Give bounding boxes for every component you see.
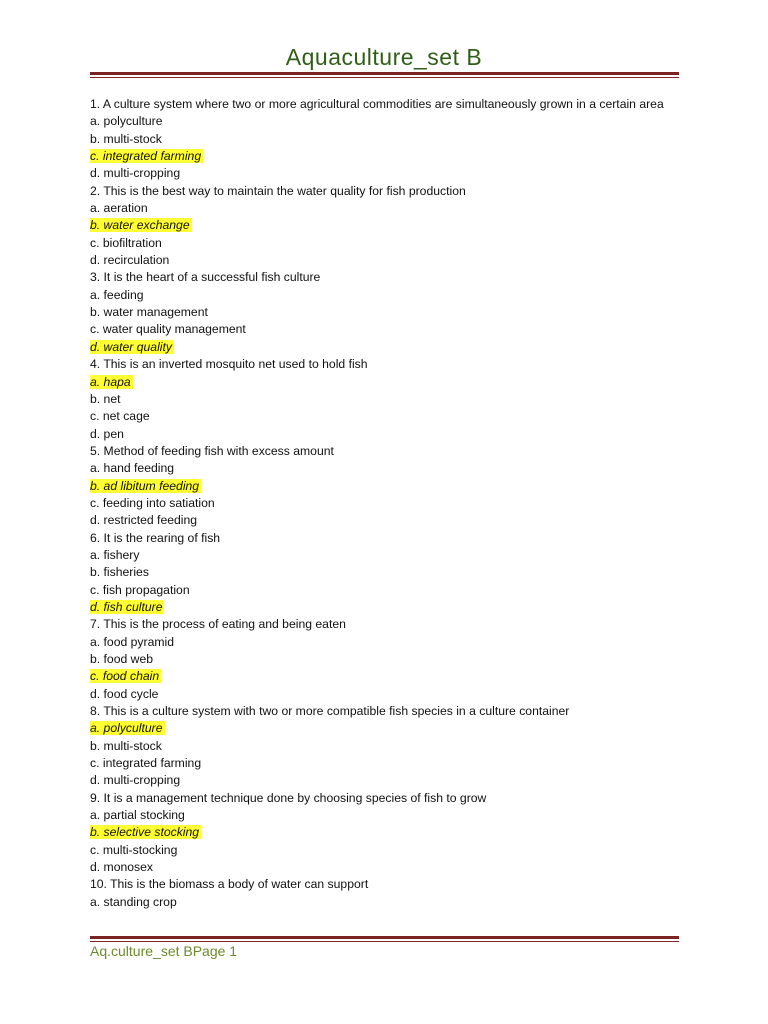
option-line [90,113,679,130]
option-line [90,859,679,876]
option-line [90,217,679,234]
question-text: 7. This is the process of eating and being eaten [90,617,346,632]
option-text: c. biofiltration [90,235,162,250]
option-text: b. food web [90,652,154,666]
option-text: c. feeding into satiation [90,495,215,510]
highlighted-answer: d. water quality [90,339,172,354]
option-line [90,165,679,182]
question-text: 2. This is the best way to maintain the water quality for fish production [90,183,466,198]
header-divider [90,72,679,78]
option-line [90,772,679,789]
option-line [90,634,679,651]
option-line [90,374,679,391]
option-line [90,478,679,495]
option-text: a. food pyramid [90,634,175,649]
option-line [90,894,679,911]
option-text: c. multi-stocking [90,842,178,857]
option-text: c. water quality management [90,322,246,337]
option-text: b. multi-stock [90,738,162,753]
highlighted-answer: c. food chain [90,669,160,684]
option-line [90,668,679,685]
question-text: 9. It is a management technique done by choosing species of fish to grow [90,790,487,805]
option-text: b. net [90,391,121,406]
footer-divider [90,936,679,942]
option-line [90,148,679,165]
option-line [90,547,679,564]
option-line [90,391,679,408]
option-text: a. fishery [90,547,140,562]
question-list [90,96,679,911]
option-line [90,512,679,529]
option-line [90,287,679,304]
option-text: d. recirculation [90,253,170,268]
option-line [90,339,679,356]
option-text: a. feeding [90,287,144,302]
highlighted-answer: a. polyculture [90,721,163,736]
option-line [90,460,679,477]
highlighted-answer: b. water exchange [90,218,190,233]
question-text: 1. A culture system where two or more agricultural commodities are simultaneously grown in a certain area [90,97,664,111]
option-text: a. polyculture [90,114,163,129]
page-title: Aquaculture_set B [285,44,483,70]
highlighted-answer: c. integrated farming [90,149,202,164]
option-line [90,321,679,338]
option-text: b. fisheries [90,565,149,580]
option-line [90,738,679,755]
question-text: 4. This is an inverted mosquito net used to hold fish [90,357,368,372]
question-text: 5. Method of feeding fish with excess amount [90,443,334,458]
option-line [90,720,679,737]
option-line [90,304,679,321]
option-text: a. standing crop [90,894,177,909]
option-text: a. aeration [90,201,148,216]
option-line [90,426,679,443]
option-text: d. restricted feeding [90,513,198,528]
question-text: 3. It is the heart of a successful fish culture [90,270,321,285]
option-text: b. multi-stock [90,131,162,146]
option-text: d. multi-cropping [90,166,181,181]
option-line [90,252,679,269]
option-text: a. hand feeding [90,461,175,476]
option-line [90,200,679,217]
option-line [90,582,679,599]
option-line [90,651,679,668]
question-text: 6. It is the rearing of fish [90,530,221,545]
option-text: d. multi-cropping [90,773,181,788]
option-text: c. integrated farming [90,756,202,771]
option-line [90,599,679,616]
highlighted-answer: b. ad libitum feeding [90,478,200,493]
option-text: c. fish propagation [90,582,190,597]
option-line [90,495,679,512]
option-text: d. monosex [90,860,154,875]
option-line [90,564,679,581]
option-line [90,686,679,703]
page-footer: Aq.culture_set BPage 1 [90,943,238,959]
option-text: d. food cycle [90,686,159,701]
option-line [90,807,679,824]
option-text: a. partial stocking [90,808,185,823]
option-text: d. pen [90,426,124,441]
option-text: c. net cage [90,409,150,424]
option-line [90,824,679,841]
question-text: 10. This is the biomass a body of water can support [90,877,369,892]
option-line [90,235,679,252]
question-text: 8. This is a culture system with two or more compatible fish species in a culture container [90,704,570,719]
option-line [90,131,679,148]
option-text: b. water management [90,305,208,320]
highlighted-answer: a. hapa [90,374,131,389]
option-line [90,408,679,425]
option-line [90,755,679,772]
option-line [90,842,679,859]
highlighted-answer: b. selective stocking [90,825,200,840]
highlighted-answer: d. fish culture [90,599,163,614]
